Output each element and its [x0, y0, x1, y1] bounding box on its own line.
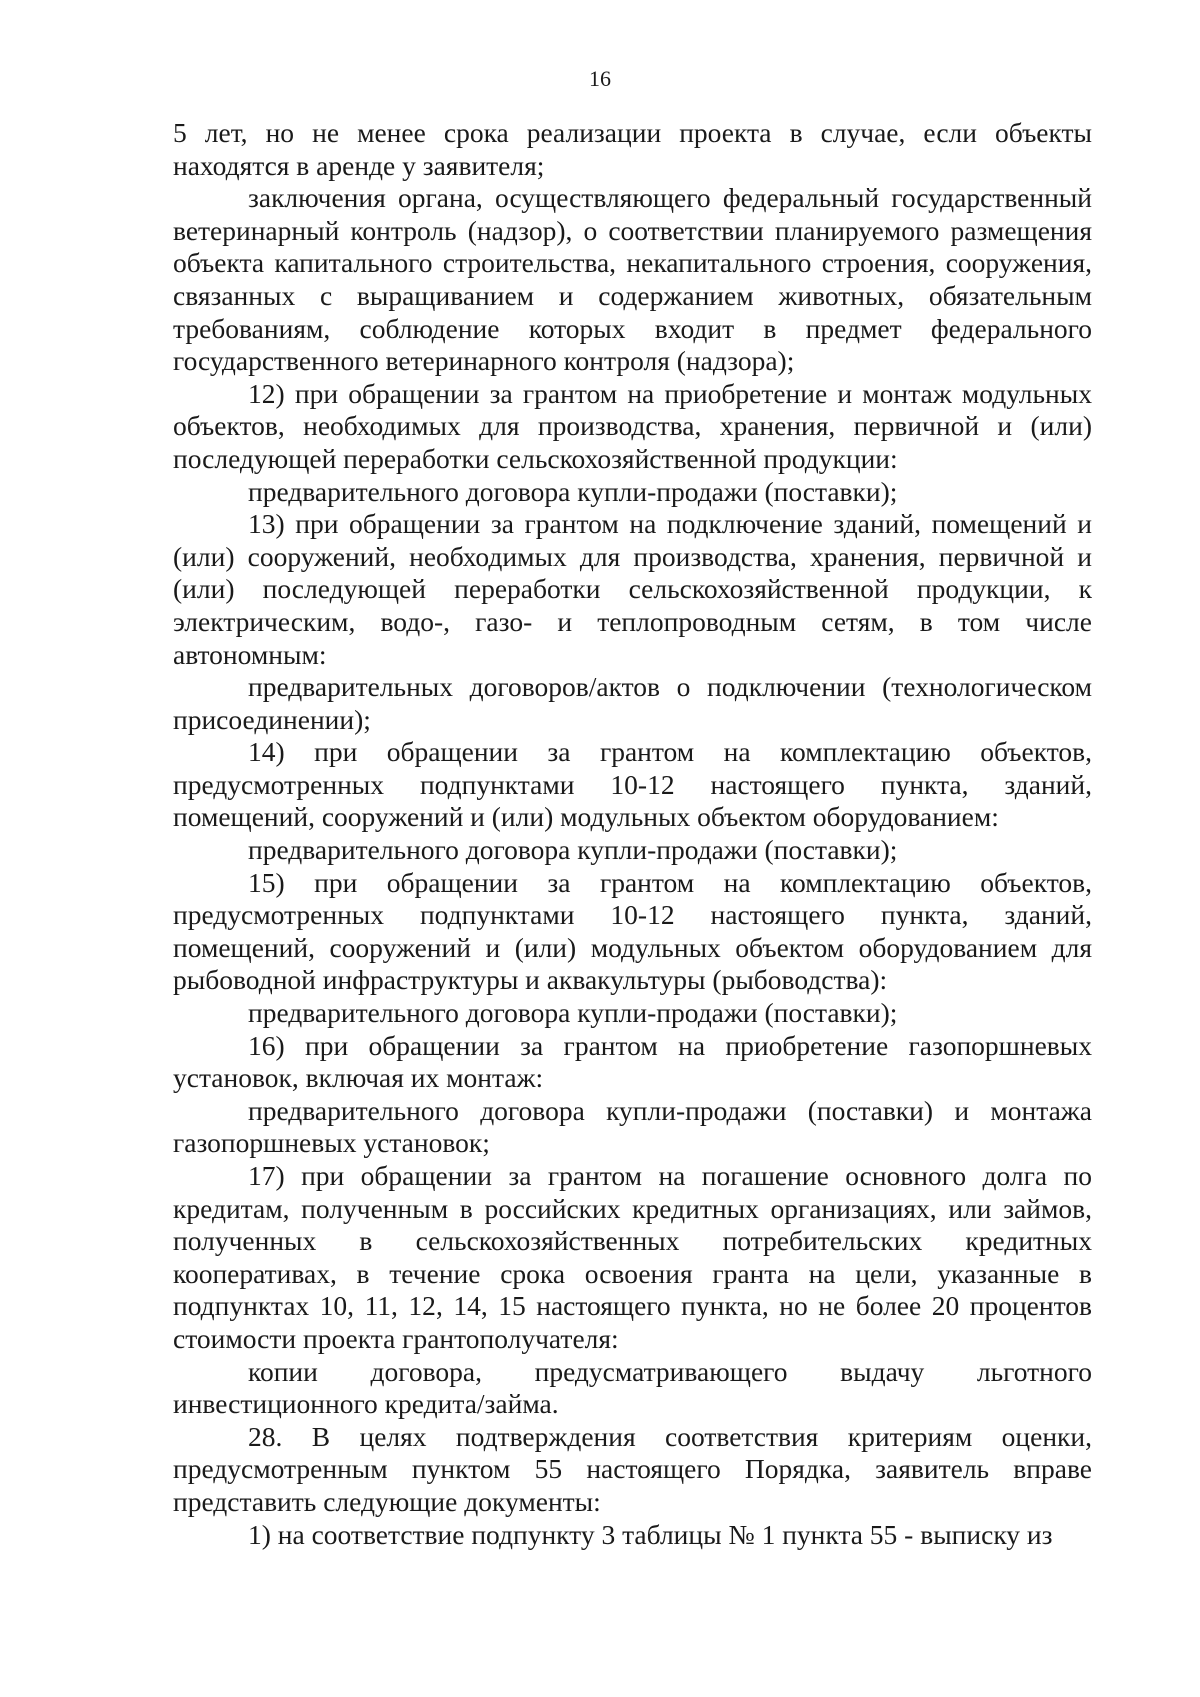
page-number: 16	[589, 66, 611, 91]
paragraph-section-28-item-1: 1) на соответствие подпункту 3 таблицы № 1 пункта 55 - выписку из	[248, 1518, 1053, 1550]
paragraph-item-17-doc: копии договора, предусматривающего выдачу льготного инвестиционного кредита/займа.	[173, 1355, 1092, 1420]
paragraph-item-14-doc: предварительного договора купли-продажи (поставки);	[248, 834, 898, 866]
paragraph-item-16-doc: предварительного договора купли-продажи (поставки) и монтажа газопоршневых установок;	[173, 1094, 1092, 1159]
paragraph-section-28: 28. В целях подтверждения соответствия критериям оценки, предусмотренным пунктом 55 настоящего Порядка, заявитель вправе представить следующие документы:	[173, 1420, 1092, 1517]
paragraph-item-13: 13) при обращении за грантом на подключение зданий, помещений и (или) сооружений, необходимых для производства, хранения, первичной и (или) последующей переработки сельскохозяйственной продукции, к электрическим, водо-, газо- и теплопроводным сетям, в том числе автономным:	[173, 508, 1092, 670]
paragraph-continuation: 5 лет, но не менее срока реализации проекта в случае, если объекты находятся в аренде у заявителя;	[173, 117, 1092, 181]
paragraph-item-16: 16) при обращении за грантом на приобретение газопоршневых установок, включая их монтаж:	[173, 1029, 1092, 1094]
paragraph-item-14: 14) при обращении за грантом на комплектацию объектов, предусмотренных подпунктами 10-12 настоящего пункта, зданий, помещений, сооружений и (или) модульных объектом оборудованием:	[173, 736, 1092, 833]
paragraph-item-12: 12) при обращении за грантом на приобретение и монтаж модульных объектов, необходимых для производства, хранения, первичной и (или) последующей переработки сельскохозяйственной продукции:	[173, 377, 1092, 474]
paragraph-item-13-doc: предварительных договоров/актов о подключении (технологическом присоединении);	[173, 671, 1092, 735]
document-body	[173, 117, 1092, 1551]
paragraph-item-12-doc: предварительного договора купли-продажи (поставки);	[248, 475, 898, 507]
paragraph-item-15: 15) при обращении за грантом на комплектацию объектов, предусмотренных подпунктами 10-12 настоящего пункта, зданий, помещений, сооружений и (или) модульных объектом оборудованием для рыбоводной инфраструктуры и аквакультуры (рыбоводства):	[173, 866, 1092, 996]
paragraph-item-15-doc: предварительного договора купли-продажи (поставки);	[248, 997, 898, 1029]
paragraph-vet-control: заключения органа, осуществляющего федеральный государственный ветеринарный контроль (надзор), о соответствии планируемого размещения объекта капитального строительства, некапитального строения, сооружения, связанных с выращиванием и содержанием животных, обязательным требованиям, соблюдение которых входит в предмет федерального государственного ветеринарного контроля (надзора);	[173, 182, 1092, 377]
paragraph-item-17: 17) при обращении за грантом на погашение основного долга по кредитам, полученным в российских кредитных организациях, или займов, полученных в сельскохозяйственных потребительских кредитных кооперативах, в течение срока освоения гранта на цели, указанные в подпунктах 10, 11, 12, 14, 15 настоящего пункта, но не более 20 процентов стоимости проекта грантополучателя:	[173, 1160, 1092, 1354]
